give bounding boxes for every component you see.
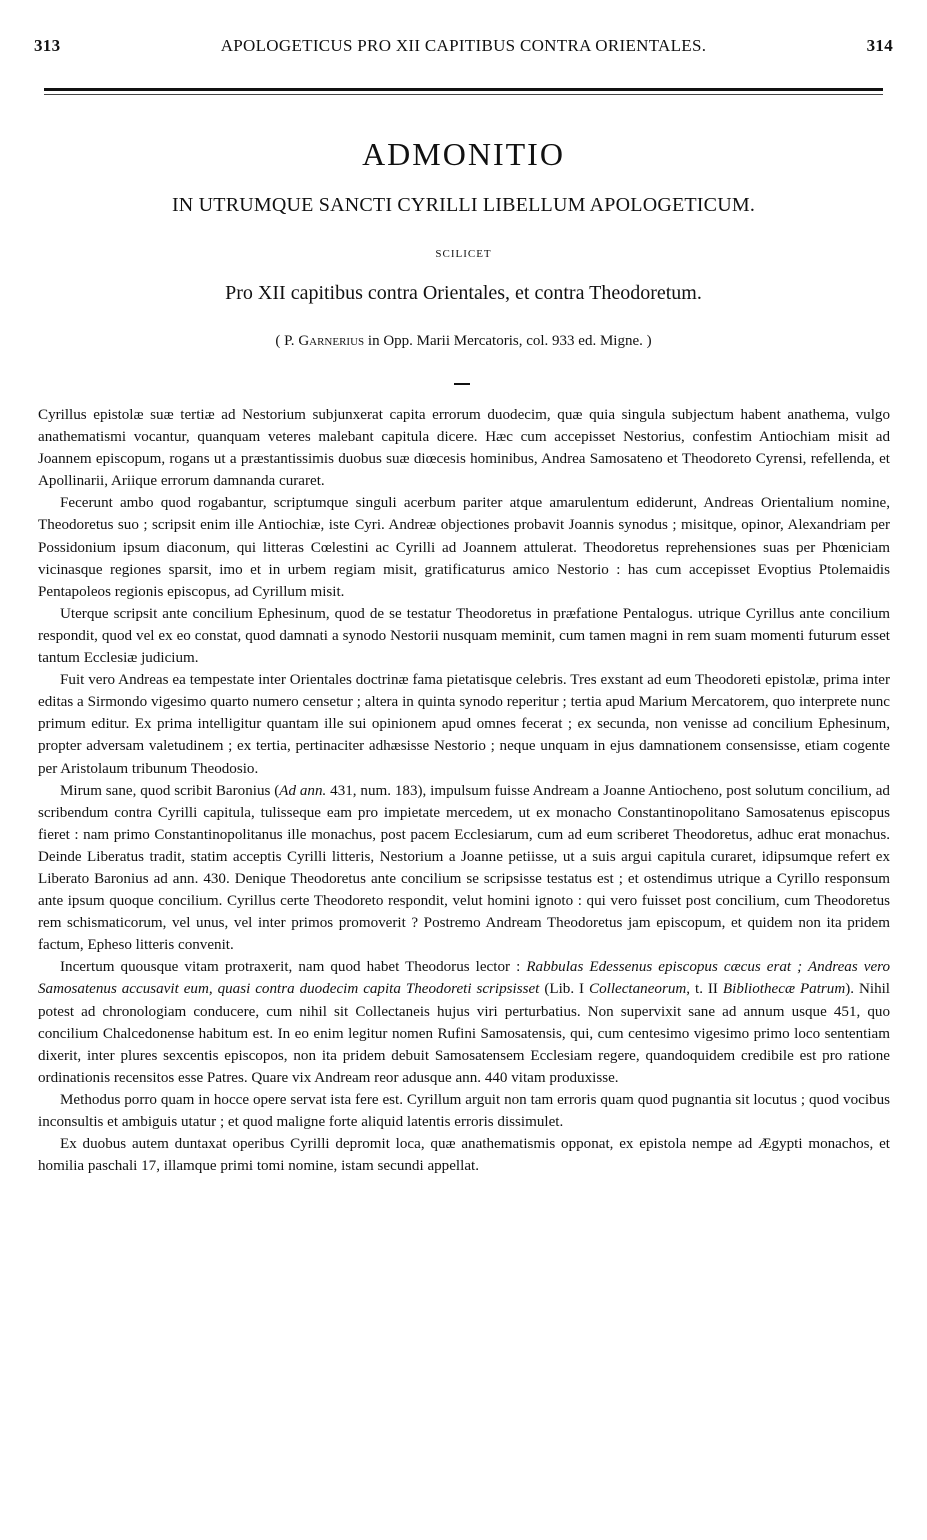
- paragraph-6: [38, 956, 890, 1089]
- p5-text-a: Mirum sane, quod scribit Baronius (: [60, 782, 280, 799]
- header-rule: [44, 88, 883, 91]
- paragraph-3: Uterque scripsit ante concilium Ephesinum, quod de se testatur Theodoretus in præfatione Pentalogus. utrique Cyrillus ante concilium respondit, quod vel ex eo constat, quod damnati a synodo Nestorii nusquam meminit, cum tamen magni in rem suam momenti futurum esset tantum Ecclesiæ judicium.: [38, 605, 890, 667]
- header-rule-thin: [44, 94, 883, 95]
- scilicet-label: SCILICET: [435, 248, 492, 260]
- p5-text-b: 431, num. 183), impulsum fuisse Andream a Joanne Antiocheno, post solutum concilium, ad scribendum contra Cyrilli capitula, tulisseque eam pro impietate mercedem, ut ex monacho Constantinopolitano Samosatenus episcopus fieret : nam primo Constantinopolitanus ille monachus, post pacem Ecclesiarum, cum ad eum scriberet Theodoretus, adhuc erat monachus. Deinde Liberatus tradit, statim acceptis Cyrilli litteris, Nestorium a Joanne petiisse, ut a suis argui capitula curaret, idipsumque refert ex Liberato Baronius ad ann. 430. Denique Theodoretus ante concilium se scripsisse testatus est ; et ostendimus utrique a Cyrillo responsum ante ipsum quoque concilium. Cyrillus certe Theodoreto respondit, velut homini ignoto : qui vero fuisset post concilium, cum Theodoretus rem schismaticorum, vel unus, vel inter primos promoverit ? Postremo Andream Theodoretus jam episcopum, et quidem non ita pridem factum, Epheso litteris convenit.: [38, 782, 890, 954]
- page-number-right: 314: [866, 36, 893, 55]
- body-text: [38, 404, 890, 1177]
- paragraph-4: Fuit vero Andreas ea tempestate inter Orientales doctrinæ fama pietatisque celebris. Tres exstant ad eum Theodoreti epistolæ, prima inter editas a Sirmondo vigesimo quarto numero censetur ; altera in quinta synodo reperitur ; tertia apud Marium Mercatorem, quo interprete nunc primum editur. Ex prima intelligitur quantam ille sui opinionem apud omnes fecerat ; ex secunda, non venisse ad concilium Ephesinum, propter adversam valetudinem ; ex tertia, pertinaciter adhæsisse Nestorio ; neque unquam in ejus damnationem consensisse, etiam cogente per Aristolaum tribunum Theodosio.: [38, 672, 890, 777]
- p6-quotation: Rabbulas Edessenus episcopus cæcus erat ; Andreas vero Samosatenus accusavit eum, quasi contra duodecim capita Theodoreti scripsisset: [38, 959, 891, 998]
- paragraph-2: Fecerunt ambo quod rogabantur, scriptumque singuli acerbum pariter atque amarulentum ediderunt, Andreas Orientalium nomine, Theodoretus suo ; scripsit enim ille Antiochiæ, iste Cyri. Andreæ objectiones probavit Joannis synodus ; misitque, opinor, Alexandriam per Possidonium ipsum diaconum, qui litteras Cœlestini ac Cyrilli ad Joannem attulerat. Theodoretus reprehensiones suas per Phœniciam vicinasque regiones sparsit, imo et in urbem regiam misit, gratificaturus amico Nestorio : has cum accepisset Evoptius Ptolemaidis Pentapoleos regionis episcopus, ad Cyrillum misit.: [38, 495, 890, 600]
- source-author: Garnerius: [298, 333, 365, 349]
- running-head: [34, 36, 893, 60]
- p6-text-a: Incertum quousque vitam protraxerit, nam quod habet Theodorus lector :: [60, 959, 527, 976]
- section-title: ADMONITIO: [362, 136, 565, 172]
- p6-text-c: , t. II: [686, 981, 723, 998]
- paragraph-5: [38, 780, 890, 957]
- section-subtitle: IN UTRUMQUE SANCTI CYRILLI LIBELLUM APOLOGETICUM.: [171, 194, 756, 216]
- source-citation: [0, 333, 927, 350]
- paragraph-8: Ex duobus autem duntaxat operibus Cyrilli depromit loca, quæ anathematismis opponat, ex epistola nempe ad Ægypti monachos, et homilia paschali 17, illamque primi tomi nomine, istam secundi appellat.: [38, 1136, 890, 1175]
- p5-citation: Ad ann.: [279, 782, 327, 799]
- separator-dash: [454, 383, 470, 385]
- running-title: APOLOGETICUS PRO XII CAPITIBUS CONTRA ORIENTALES.: [220, 36, 707, 55]
- page-number-left: 313: [34, 36, 61, 55]
- p6-text-d: ). Nihil potest ad chronologiam conducere, cum nihil sit Collectaneis hujus viri perturbatius. Non supervixit sane ad annum usque 451, quo concilium Chalcedonense habitum est. In eo enim legitur nomen Rufini Samosatensis, qui, cum centesimo vigesimo primo loco sententiam dixerit, inter plures sexcentis episcopos, non ita pridem debuit Samosatensem Ecclesiam regere, quandoquidem credibile est pro ratione ordinationis recensitos esse Patres. Quare vix Andream reor adusque ann. 440 vitam produxisse.: [38, 981, 891, 1086]
- paragraph-7: Methodus porro quam in hocce opere servat ista fere est. Cyrillum arguit non tam erroris quam quod pugnantia sit locutus ; quod vocibus inconsultis et ambiguis utatur ; et quod maligne forte aliquid latentis erroris dissimulet.: [38, 1091, 890, 1130]
- p6-work-title: Collectaneorum: [589, 981, 687, 998]
- source-rest: in Opp. Marii Mercatoris, col. 933 ed. Migne. ): [364, 333, 652, 349]
- pro-line: Pro XII capitibus contra Orientales, et contra Theodoretum.: [225, 282, 702, 304]
- p6-library-title: Bibliothecæ Patrum: [722, 981, 846, 998]
- source-open: ( P.: [275, 333, 299, 349]
- paragraph-1: Cyrillus epistolæ suæ tertiæ ad Nestorium subjunxerat capita errorum duodecim, quæ quia singula subjectum habent anathema, vulgo anathematismi vocantur, quanquam veteres malebant capitula dicere. Hæc cum accepisset Nestorius, confestim Antiochiam misit ad Joannem episcopum, rogans ut a præstantissimis duobus suæ diœcesis hominibus, Andrea Samosateno et Theodoreto Cyrensi, refellenda, et Apollinarii, Ariique errorum damnanda curaret.: [38, 407, 890, 490]
- p6-text-b: (Lib. I: [539, 981, 590, 998]
